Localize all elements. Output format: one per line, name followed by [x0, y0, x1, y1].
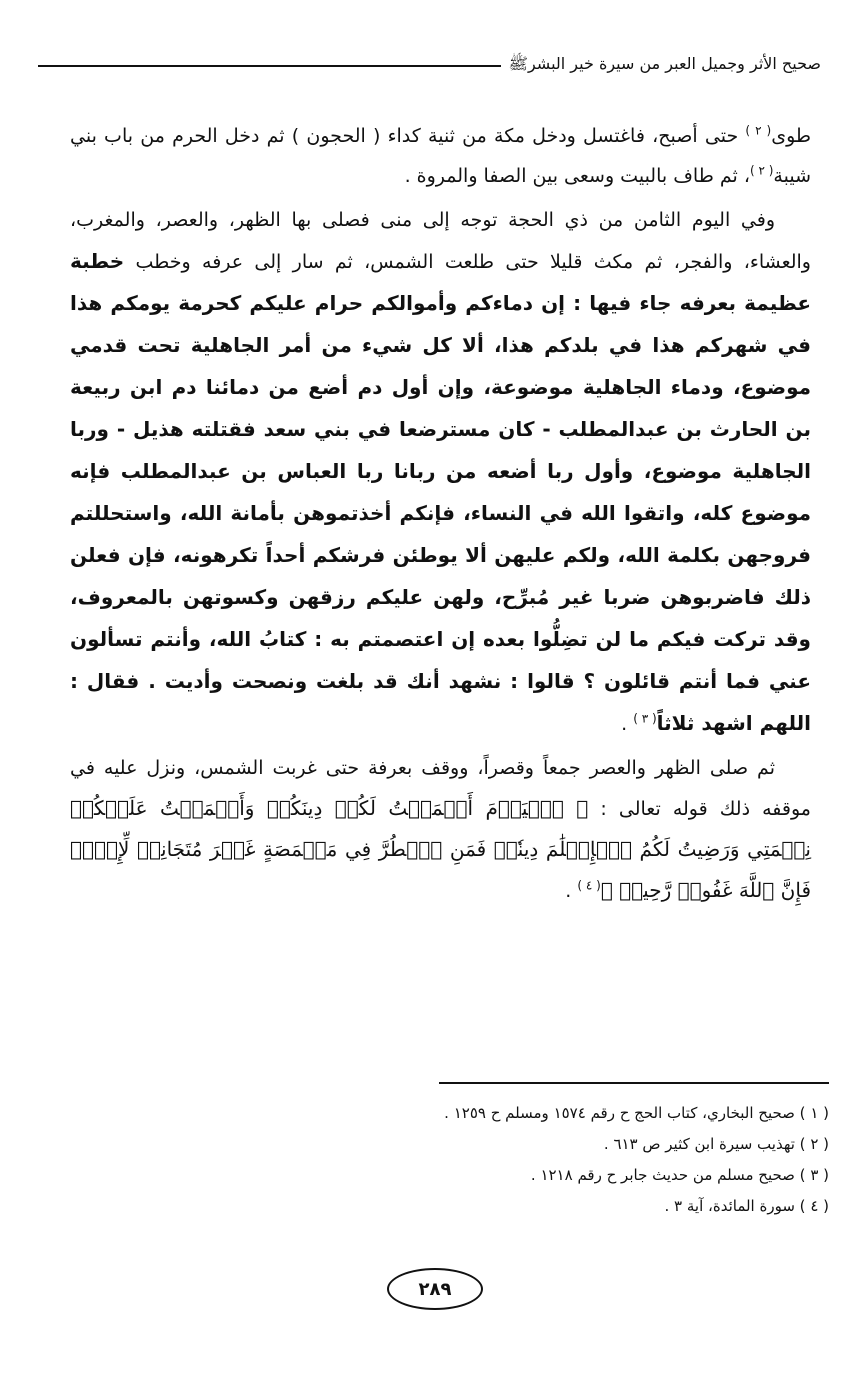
page-number-text: ٢٨٩ — [418, 1278, 452, 1300]
p2-end: . — [621, 713, 634, 735]
p3-text: ثم صلى الظهر والعصر جمعاً وقصراً، ووقف بعرفة حتى غربت الشمس، ونزل عليه في موقفه ذلك قوله تعالى : — [70, 757, 811, 820]
footnote-ref-4: ( ٤ ) — [577, 878, 601, 893]
footnote-2: ( ٢ ) تهذيب سيرة ابن كثير ص ٦١٣ . — [603, 1135, 829, 1153]
p2-text: وفي اليوم الثامن من ذي الحجة توجه إلى منى فصلى بها الظهر، والعصر، والمغرب، والعشاء، والفجر، ثم مكث قليلا حتى طلعت الشمس، ثم سار إلى عرفه وخطب — [70, 209, 811, 273]
p1-text-a: طوى — [771, 125, 812, 147]
footnote-ref-2b: ( ٢ ) — [749, 163, 774, 178]
page-number — [387, 1268, 483, 1310]
p1-text-b: حتى أصبح، فاغتسل ودخل مكة من ثنية كداء ( الحجون ) ثم دخل الحرم من باب بني شيبة — [70, 125, 811, 187]
sermon-quote: خطبة عظيمة بعرفه جاء فيها : إن دماءكم وأموالكم حرام عليكم كحرمة يومكم هذا في شهركم هذا في بلدكم هذا، ألا كل شيء من أمر الجاهلية تحت قدمي موضوع، ودماء الجاهلية موضوعة، وإن أول دم أضع من دمائنا دم ابن ربيعة بن الحارث بن عبدالمطلب - كان مسترضعا في بني سعد فقتلته هذيل - وربا الجاهلية موضوع، وأول ربا أضعه من ربانا ربا العباس بن عبدالمطلب فإنه موضوع كله، واتقوا الله في النساء، فإنكم أخذتموهن بأمانة الله، واستحللتم فروجهن بكلمة الله، ولكم عليهن ألا يوطئن فرشكم أحداً تكرهونه، فإن فعلن ذلك فاضربوهن ضربا غير مُبرِّح، ولهن عليكم رزقهن وكسوتهن بالمعروف، وقد تركت فيكم ما لن تضِلُّوا بعده إن اعتصمتم به : كتابُ الله، وأنتم تسألون عني فما أنتم قائلون ؟ قالوا : نشهد أنك قد بلغت ونصحت وأديت . فقال : اللهم اشهد ثلاثاً — [70, 249, 811, 735]
footnote-ref-2a: ( ٢ ) — [745, 123, 772, 138]
p1-text-c: ، ثم طاف بالبيت وسعى بين الصفا والمروة . — [404, 165, 750, 187]
paragraph-3 — [70, 748, 811, 911]
running-title: صحيح الأثر وجميل العبر من سيرة خير البشرﷺ — [501, 52, 821, 76]
footnote-3: ( ٣ ) صحيح مسلم من حديث جابر ح رقم ١٢١٨ . — [530, 1166, 829, 1184]
footnote-ref-3: ( ٣ ) — [633, 711, 657, 726]
footnote-rule — [439, 1082, 829, 1084]
quran-verse: ﴿ ٱلۡيَوۡمَ أَكۡمَلۡتُ لَكُمۡ دِينَكُمۡ وَأَتۡمَمۡتُ عَلَيۡكُمۡ نِعۡمَتِي وَرَضِيتُ لَكُمُ ٱلۡإِسۡلَٰمَ دِينٗاۚ فَمَنِ ٱضۡطُرَّ فِي مَخۡمَصَةٍ غَيۡرَ مُتَجَانِفٖ لِّإِثۡمٖ فَإِنَّ ٱللَّهَ غَفُورٞ رَّحِيمٞ ﴾ — [70, 796, 811, 902]
footnotes — [200, 1098, 829, 1222]
main-text — [70, 116, 811, 915]
paragraph-1 — [70, 116, 811, 196]
paragraph-2 — [70, 200, 811, 744]
footnote-4: ( ٤ ) سورة المائدة، آية ٣ . — [664, 1197, 829, 1215]
footnote-1: ( ١ ) صحيح البخاري، كتاب الحج ح رقم ١٥٧٤ ومسلم ح ١٢٥٩ . — [444, 1104, 829, 1122]
p3-end: . — [565, 880, 578, 902]
running-header — [38, 52, 821, 76]
